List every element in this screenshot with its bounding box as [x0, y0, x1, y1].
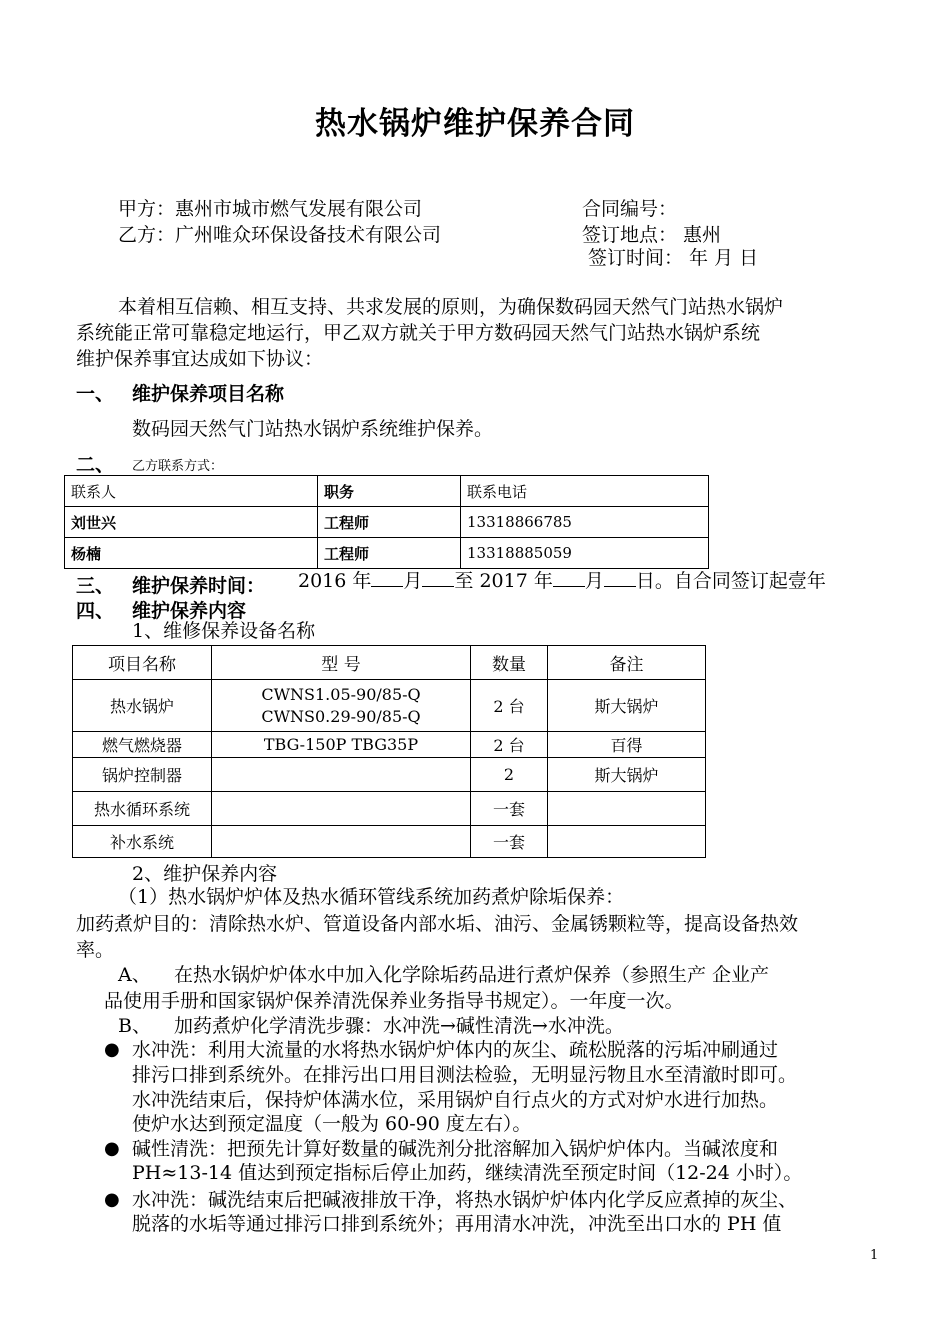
party-a: 甲方：惠州市城市燃气发展有限公司 [118, 198, 423, 220]
table-cell: 工程师 [318, 538, 461, 569]
bullet-line: 脱落的水垢等通过排污口排到系统外；再用清水冲洗，冲洗至出口水的 PH 值 [132, 1213, 782, 1235]
step-b-label: B、 [118, 1015, 151, 1037]
equipment-table [72, 645, 706, 858]
model-line: CWNS0.29-90/85-Q [261, 706, 421, 726]
table-header: 备注 [548, 646, 706, 680]
table-cell: 一套 [471, 826, 548, 858]
table-cell: 13318866785 [461, 507, 709, 538]
table-cell: 2 台 [471, 732, 548, 758]
blank-underline [553, 568, 585, 587]
step-a-line: 在热水锅炉炉体水中加入化学除垢药品进行煮炉保养（参照生产 企业产 [174, 964, 770, 986]
table-cell: 补水系统 [73, 826, 212, 858]
table-cell: 斯大锅炉 [548, 758, 706, 792]
purpose-line: 加药煮炉目的：清除热水炉、管道设备内部水垢、油污、金属锈颗粒等，提高设备热效 [76, 913, 799, 935]
period-month-label: 月 [403, 570, 423, 592]
table-cell: 刘世兴 [65, 507, 318, 538]
table-row [73, 732, 706, 758]
table-cell [212, 758, 471, 792]
table-cell [212, 792, 471, 826]
table-header-row [73, 646, 706, 680]
table-row [73, 680, 706, 732]
blank-underline [422, 568, 454, 587]
table-header-row [65, 476, 709, 507]
party-b: 乙方：广州唯众环保设备技术有限公司 [118, 224, 442, 246]
section-2-number: 二、 [76, 454, 115, 476]
table-cell [212, 680, 471, 732]
bullet-line: PH≈13-14 值达到预定指标后停止加药，继续清洗至预定时间（12-24 小时）。 [132, 1162, 803, 1184]
blank-underline [371, 568, 403, 587]
table-cell: 杨楠 [65, 538, 318, 569]
blank-underline [604, 568, 636, 587]
bullet-line: 水冲洗：碱洗结束后把碱液排放干净，将热水锅炉炉体内化学反应煮掉的灰尘、 [132, 1189, 798, 1211]
section-3-title: 维护保养时间： [132, 575, 266, 597]
bullet-line: 使炉水达到预定温度（一般为 60-90 度左右）。 [132, 1113, 532, 1135]
table-header: 项目名称 [73, 646, 212, 680]
page-number: 1 [870, 1248, 879, 1263]
table-row [65, 507, 709, 538]
period-end-year: 至 2017 年 [454, 570, 553, 592]
table-cell: TBG-150P TBG35P [212, 732, 471, 758]
step-a-label: A、 [118, 964, 151, 986]
period-end-text: 日。自合同签订起壹年 [635, 570, 826, 592]
table-cell: 2 [471, 758, 548, 792]
section-1-title: 维护保养项目名称 [132, 383, 285, 405]
intro-line: 系统能正常可靠稳定地运行，甲乙双方就关于甲方数码园天然气门站热水锅炉系统 [76, 322, 761, 344]
period-month-label: 月 [584, 570, 604, 592]
section-1-number: 一、 [76, 383, 115, 405]
table-cell: 工程师 [318, 507, 461, 538]
item-1-title: （1）热水锅炉炉体及热水循环管线系统加药煮炉除垢保养： [118, 886, 625, 908]
period-start-year: 2016 年 [298, 570, 372, 592]
model-line: CWNS1.05-90/85-Q [261, 684, 421, 704]
section-4-title: 维护保养内容 [132, 600, 247, 622]
table-row [73, 758, 706, 792]
step-b-line: 加药煮炉化学清洗步骤：水冲洗→碱性清洗→水冲洗。 [174, 1015, 624, 1037]
table-header: 职务 [318, 476, 461, 507]
bullet-line: 排污口排到系统外。在排污出口用目测法检验，无明显污物且水至清澈时即可。 [132, 1064, 798, 1086]
step-a-line: 品使用手册和国家锅炉保养清洗保养业务指导书规定）。一年度一次。 [104, 990, 684, 1012]
bullet-line: 水冲洗：利用大流量的水将热水锅炉炉体内的灰尘、疏松脱落的污垢冲刷通过 [132, 1039, 779, 1061]
table-cell: 2 台 [471, 680, 548, 732]
purpose-line: 率。 [76, 939, 115, 961]
section-3-number: 三、 [76, 575, 115, 597]
table-cell: 锅炉控制器 [73, 758, 212, 792]
table-cell [548, 792, 706, 826]
table-row [65, 538, 709, 569]
table-cell: 斯大锅炉 [548, 680, 706, 732]
sign-time: 签订时间： 年 月 日 [588, 247, 759, 269]
document-title: 热水锅炉维护保养合同 [315, 106, 635, 142]
bullet-icon: ● [104, 1138, 120, 1159]
table-row [73, 826, 706, 858]
subsection-1-title: 1、维修保养设备名称 [132, 620, 316, 642]
table-cell: 13318885059 [461, 538, 709, 569]
table-cell [212, 826, 471, 858]
table-header: 联系电话 [461, 476, 709, 507]
contract-number: 合同编号： [582, 198, 678, 220]
table-cell: 热水锅炉 [73, 680, 212, 732]
table-header: 型 号 [212, 646, 471, 680]
table-header: 联系人 [65, 476, 318, 507]
contacts-table [64, 475, 709, 569]
subsection-2-title: 2、维护保养内容 [132, 863, 278, 885]
intro-line: 维护保养事宜达成如下协议： [76, 348, 324, 370]
section-1-body: 数码园天然气门站热水锅炉系统维护保养。 [132, 418, 494, 440]
sign-place: 签订地点： 惠州 [582, 224, 722, 246]
bullet-line: 水冲洗结束后，保持炉体满水位，采用锅炉自行点火的方式对炉水进行加热。 [132, 1089, 779, 1111]
bullet-line: 碱性清洗：把预先计算好数量的碱洗剂分批溶解加入锅炉炉体内。当碱浓度和 [132, 1138, 779, 1160]
table-header: 数量 [471, 646, 548, 680]
section-4-number: 四、 [76, 600, 115, 622]
table-cell: 燃气燃烧器 [73, 732, 212, 758]
intro-line: 本着相互信赖、相互支持、共求发展的原则，为确保数码园天然气门站热水锅炉 [118, 296, 784, 318]
table-cell [548, 826, 706, 858]
table-row [73, 792, 706, 826]
section-2-title: 乙方联系方式： [132, 459, 224, 474]
table-cell: 热水循环系统 [73, 792, 212, 826]
bullet-icon: ● [104, 1189, 120, 1210]
table-cell: 百得 [548, 732, 706, 758]
bullet-icon: ● [104, 1039, 120, 1060]
section-3-period [298, 568, 826, 595]
table-cell: 一套 [471, 792, 548, 826]
